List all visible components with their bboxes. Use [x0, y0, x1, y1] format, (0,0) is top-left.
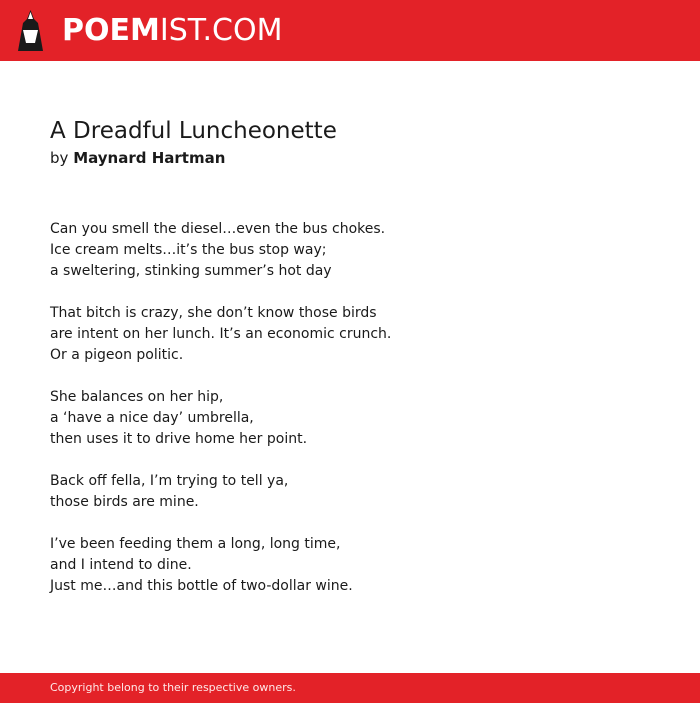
- by-label: by: [50, 149, 69, 167]
- poem-line: a ‘have a nice day’ umbrella,: [50, 410, 254, 426]
- site-header: [0, 0, 700, 61]
- stanza: [50, 387, 650, 450]
- stanza: [50, 534, 650, 597]
- stanza: [50, 471, 650, 513]
- poem-line: Can you smell the diesel…even the bus chokes.: [50, 221, 386, 237]
- poem-line: and I intend to dine.: [50, 557, 192, 573]
- site-footer: [0, 673, 700, 703]
- stanza: [50, 303, 650, 366]
- poem-line: I’ve been feeding them a long, long time,: [50, 536, 341, 552]
- poem-line: Ice cream melts…it’s the bus stop way;: [50, 242, 327, 258]
- copyright-notice: Copyright belong to their respective owners.: [50, 681, 296, 694]
- poem-line: She balances on her hip,: [50, 389, 224, 405]
- poem-line: That bitch is crazy, she don’t know those birds: [50, 305, 377, 321]
- poem-author[interactable]: Maynard Hartman: [73, 149, 226, 167]
- poem-line: a sweltering, stinking summer’s hot day: [50, 263, 332, 279]
- poem-line: then uses it to drive home her point.: [50, 431, 308, 447]
- pencil-tip-icon[interactable]: [18, 10, 43, 51]
- poem-byline: [50, 146, 650, 170]
- site-logo[interactable]: [62, 13, 282, 49]
- logo-bold-text: POEM: [62, 13, 160, 48]
- poem-line: are intent on her lunch. It’s an economic crunch.: [50, 326, 392, 342]
- poem-line: Just me…and this bottle of two-dollar wine.: [50, 578, 353, 594]
- poem-line: those birds are mine.: [50, 494, 199, 510]
- logo-light-text: IST.COM: [159, 13, 283, 48]
- stanza: [50, 219, 650, 282]
- poem-content: [50, 116, 650, 618]
- poem-line: Or a pigeon politic.: [50, 347, 184, 363]
- poem-body: [50, 219, 650, 597]
- poem-line: Back off fella, I’m trying to tell ya,: [50, 473, 289, 489]
- poem-title: A Dreadful Luncheonette: [50, 118, 337, 144]
